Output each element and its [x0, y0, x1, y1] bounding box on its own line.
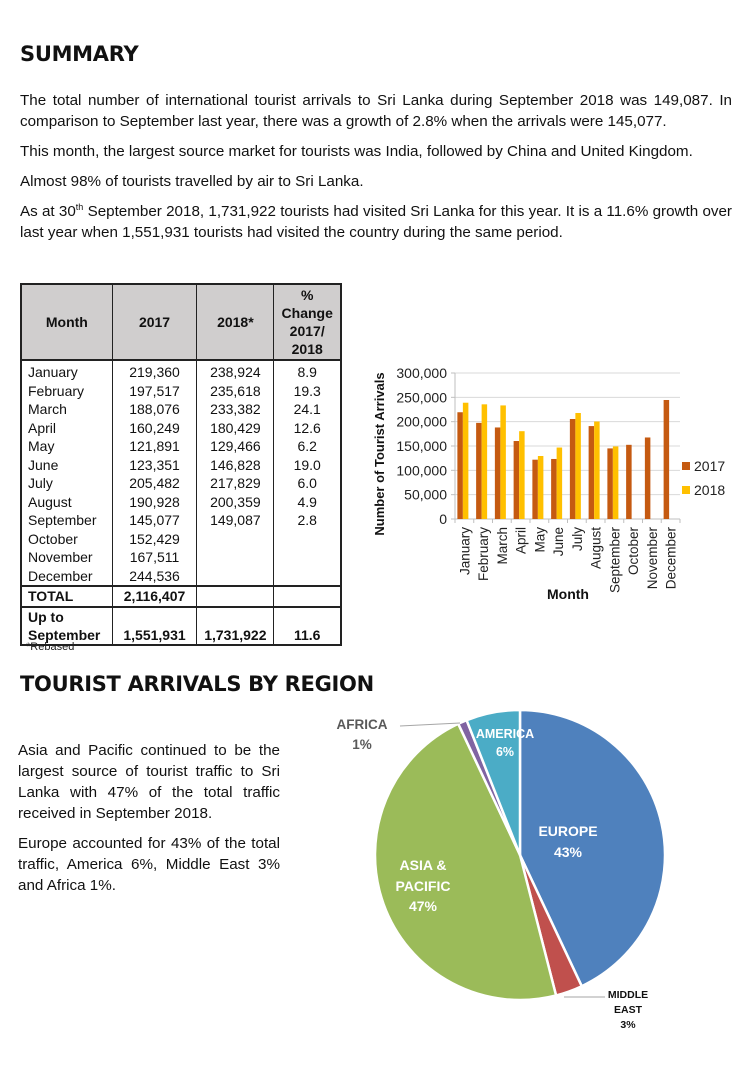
table-row: January 219,360 238,924 8.9 — [22, 360, 340, 382]
bar-2018-march — [500, 405, 506, 519]
x-tick-label: February — [476, 527, 492, 582]
table-row: August 190,928 200,359 4.9 — [22, 493, 340, 512]
monthly-arrivals-bar-chart — [360, 355, 740, 605]
bar-2017-february — [476, 423, 482, 519]
header-2018: 2018* — [197, 285, 274, 360]
pie-label-europe: EUROPE — [538, 823, 598, 839]
table-header-row — [22, 285, 340, 360]
x-tick-label: October — [626, 527, 642, 576]
x-tick-label: September — [607, 527, 623, 594]
africa-leader-line — [400, 723, 460, 726]
table-total-row: TOTAL 2,116,407 — [22, 586, 340, 607]
bar-2017-october — [626, 445, 632, 519]
summary-text — [20, 90, 732, 252]
x-tick-label: July — [569, 527, 585, 552]
region-pie-chart — [320, 700, 740, 1040]
y-tick-label: 150,000 — [396, 438, 447, 454]
y-tick-label: 300,000 — [396, 365, 447, 381]
legend-label-2018: 2018 — [694, 482, 726, 498]
pie-label-africa-pct: 1% — [352, 737, 372, 752]
table-row: October 152,429 — [22, 530, 340, 549]
x-tick-label: August — [588, 527, 604, 570]
bar-2018-august — [594, 421, 600, 519]
table-row: December 244,536 — [22, 567, 340, 587]
bar-2017-march — [495, 427, 501, 519]
y-tick-label: 100,000 — [396, 462, 447, 479]
summary-paragraph-4: As at 30th September 2018, 1,731,922 tourists had visited Sri Lanka for this year. It is a 11.6% growth over last year when 1,551,931 tourists had visited the country during the same period. — [20, 201, 732, 241]
pie-label-middle: MIDDLE — [607, 989, 649, 1001]
x-tick-label: December — [663, 527, 679, 590]
region-heading: TOURIST ARRIVALS BY REGION — [20, 672, 374, 696]
bar-2017-may — [532, 460, 538, 519]
pie-label-europe-pct: 43% — [553, 844, 583, 860]
region-paragraph-1: Asia and Pacific continued to be the largest source of tourist traffic to Sri Lanka with 47% of the total traffic received in September 2018. — [18, 742, 280, 822]
header-2017: 2017 — [112, 285, 197, 360]
bar-2017-january — [457, 412, 463, 519]
table-row: June 123,351 146,828 19.0 — [22, 456, 340, 475]
table-row: September 145,077 149,087 2.8 — [22, 511, 340, 530]
bar-2018-february — [482, 404, 488, 519]
bar-2017-july — [570, 419, 576, 519]
pie-label-east: EAST — [613, 1004, 643, 1016]
bar-2017-april — [514, 441, 520, 519]
bar-2017-november — [645, 437, 651, 519]
y-axis-title: Number of Tourist Arrivals — [372, 372, 387, 536]
x-tick-label: June — [551, 527, 567, 557]
table-row: May 121,891 129,466 6.2 — [22, 437, 340, 456]
summary-paragraph-3: Almost 98% of tourists travelled by air to Sri Lanka. — [20, 173, 364, 190]
table-row: March 188,076 233,382 24.1 — [22, 400, 340, 419]
header-pct-change: % Change 2017/ 2018 — [274, 285, 340, 360]
y-tick-label: 0 — [439, 511, 447, 527]
legend-label-2017: 2017 — [694, 458, 726, 474]
table-row: November 167,511 — [22, 548, 340, 567]
bar-2017-june — [551, 459, 557, 519]
bar-2018-april — [519, 431, 525, 519]
bar-2017-september — [607, 448, 613, 519]
bar-2017-december — [664, 400, 670, 519]
pie-label-asia-pct: 47% — [408, 898, 438, 914]
y-tick-label: 250,000 — [396, 389, 447, 406]
x-tick-label: April — [513, 527, 529, 555]
pie-label-america-pct: 6% — [495, 745, 515, 759]
x-tick-label: November — [644, 527, 660, 590]
arrivals-table — [20, 283, 342, 646]
bar-2018-june — [557, 448, 563, 519]
pie-label-africa: AFRICA — [336, 717, 388, 732]
pie-label-middle-east-pct: 3% — [620, 1019, 636, 1031]
y-tick-label: 200,000 — [396, 413, 447, 430]
bar-2018-september — [613, 446, 619, 519]
bar-2018-july — [575, 413, 581, 519]
bar-2017-august — [589, 426, 595, 519]
summary-paragraph-1: The total number of international tourist arrivals to Sri Lanka during September 2018 was 149,087. In comparison to September last year, there was a growth of 2.8% when the arrivals were 145,077. — [20, 92, 732, 130]
summary-paragraph-2: This month, the largest source market for tourists was India, followed by China and United Kingdom. — [20, 143, 693, 160]
summary-heading: SUMMARY — [20, 42, 139, 66]
x-tick-label: May — [532, 527, 548, 553]
pie-label-pacific: PACIFIC — [395, 878, 451, 894]
region-paragraph-2: Europe accounted for 43% of the total traffic, America 6%, Middle East 3% and Africa 1%. — [18, 835, 280, 894]
x-tick-label: March — [494, 527, 510, 565]
table-footnote: *Rebased — [26, 641, 75, 653]
table-row: July 205,482 217,829 6.0 — [22, 474, 340, 493]
table-row: February 197,517 235,618 19.3 — [22, 382, 340, 401]
legend-swatch-2018 — [682, 486, 690, 494]
x-axis-title: Month — [547, 586, 589, 602]
pie-label-asia: ASIA & — [399, 857, 447, 873]
pie-label-america: AMERICA — [475, 727, 535, 741]
header-month: Month — [22, 285, 112, 360]
region-text — [18, 740, 280, 905]
bar-2018-january — [463, 403, 469, 519]
x-tick-label: January — [457, 527, 473, 576]
table-row: April 160,249 180,429 12.6 — [22, 419, 340, 438]
legend-swatch-2017 — [682, 462, 690, 470]
y-tick-label: 50,000 — [404, 486, 447, 503]
table-upto-row: Up to September 1,551,931 1,731,922 11.6 — [22, 607, 340, 644]
bar-2018-may — [538, 456, 544, 519]
